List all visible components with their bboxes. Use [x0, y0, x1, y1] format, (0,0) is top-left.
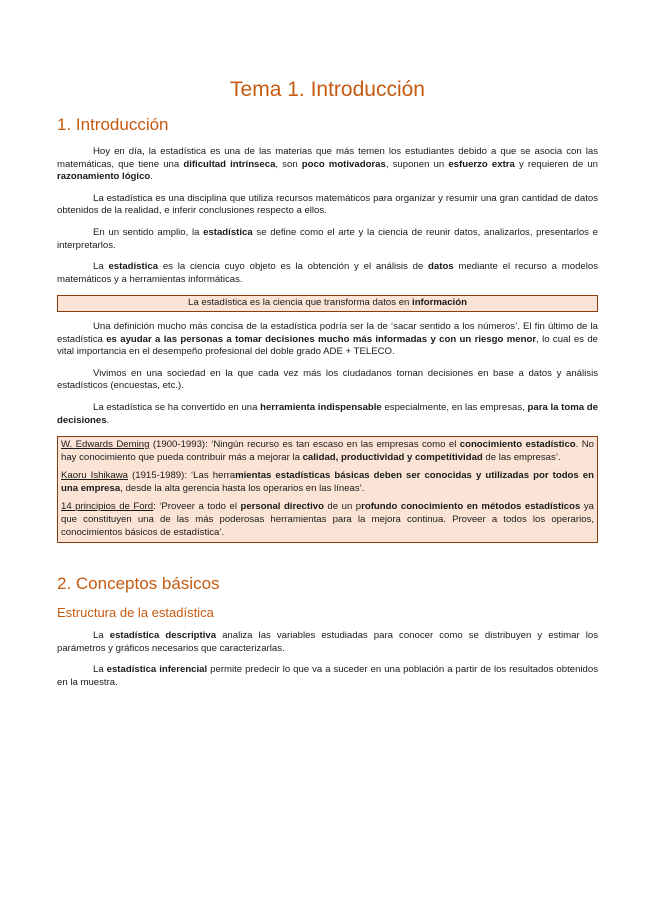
section-heading-introduccion: 1. Introducción: [57, 115, 169, 134]
paragraph-1: Hoy en día, la estadística es una de las materias que más temen los estudiantes debido a que se asocia con las matemáticas, que tiene una dificultad intrínseca, son poco motivadoras, suponen un esfuerzo extra y requieren de un razonamiento lógico.: [57, 146, 598, 183]
paragraph-descriptiva: La estadística descriptiva analiza las variables estudiadas para conocer como se distribuyen y estimar los parámetros y gráficos necesarios que caracterizarlas.: [57, 630, 599, 654]
paragraph-7: La estadística se ha convertido en una herramienta indispensable especialmente, en las empresas, para la toma de decisiones.: [57, 401, 598, 426]
paragraph-3: En un sentido amplio, la estadística se define como el arte y la ciencia de reunir datos, analizarlos, presentarlos e interpretarlos.: [57, 226, 598, 251]
quote-ford: 14 principios de Ford: ‘Proveer a todo el personal directivo de un profundo conocimiento en métodos estadísticos ya que constituyen una de las más poderosas herramientas para la mejora continua. Proveer a todos los operarios, conocimientos básicos de estadística’.: [61, 501, 594, 538]
definition-box: La estadística es la ciencia que transforma datos en información: [57, 295, 598, 312]
section-heading-conceptos: 2. Conceptos básicos: [57, 574, 220, 594]
paragraph-4: La estadística es la ciencia cuyo objeto es la obtención y el análisis de datos mediante el recurso a modelos matemáticos y a herramientas informáticas.: [57, 261, 598, 285]
document-page: [0, 76, 655, 924]
quote-deming: W. Edwards Deming (1900-1993): ‘Ningún recurso es tan escaso en las empresas como el conocimiento estadístico. No hay conocimiento que pueda contribuir más a mejorar la calidad, productividad y competitividad de las empresas’.: [61, 439, 595, 463]
paragraph-5: Una definición mucho más concisa de la estadística podría ser la de ‘sacar sentido a los números’. El fin último de la estadística es ayudar a las personas a tomar decisiones mucho más informadas y con un riesgo menor, lo cual es de vital importancia en el desempeño profesional del doble grado ADE + TELECO.: [57, 320, 599, 358]
document-title: Tema 1. Introducción: [230, 78, 425, 101]
quote-ishikawa: Kaoru Ishikawa (1915-1989): ‘Las herramientas estadísticas básicas deben ser conocidas y utilizadas por todos en una empresa, desde la alta gerencia hasta los operarios en las líneas’.: [61, 470, 595, 494]
quotes-box: [57, 436, 598, 543]
paragraph-inferencial: La estadística inferencial permite predecir lo que va a suceder en una población a partir de los resultados obtenidos en la muestra.: [57, 664, 599, 689]
paragraph-6: Vivimos en una sociedad en la que cada vez más los ciudadanos toman decisiones en base a datos y análisis estadísticos (encuestas, etc.).: [57, 367, 598, 392]
subsection-heading-estructura: Estructura de la estadística: [57, 605, 214, 621]
paragraph-2: La estadística es una disciplina que utiliza recursos matemáticos para organizar y resumir una gran cantidad de datos obtenidos de la realidad, e inferir conclusiones respecto a ellos.: [57, 192, 598, 217]
